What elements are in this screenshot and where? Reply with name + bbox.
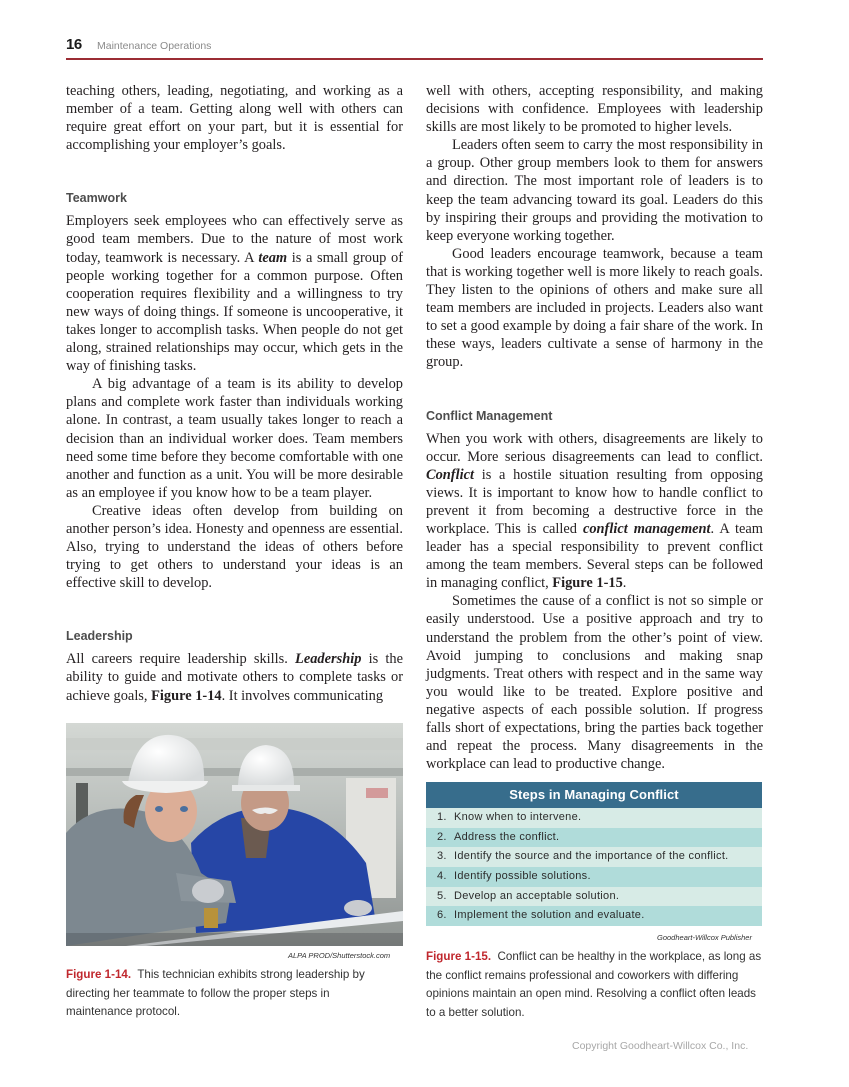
table-row: [426, 847, 762, 867]
figure-1-15-caption: [426, 948, 762, 1022]
technicians-photo-icon: [66, 723, 403, 946]
step-number: 6.: [437, 909, 447, 922]
leadership-heading: Leadership: [66, 629, 133, 644]
figure-label: Figure 1-14.: [66, 968, 132, 981]
teamwork-paragraph-1: [66, 212, 403, 375]
right-column: [426, 82, 763, 773]
page-number: 16: [66, 36, 82, 53]
key-term-team: team: [258, 249, 288, 266]
copyright-footer: Copyright Goodheart-Willcox Co., Inc.: [572, 1040, 749, 1052]
figure-1-15-credit: Goodheart-Willcox Publisher: [657, 933, 752, 942]
text-run: .: [622, 575, 627, 592]
table-row: [426, 887, 762, 907]
teamwork-paragraph-2: A big advantage of a team is its ability to develop plans and complete work faster than individuals working alone. In contrast, a team usually takes longer to reach a decision than an individual worker does. Team members need some time before they become comfortable with one another and function as a unit. You will be more desirable as an employee if you know how to be a team player.: [66, 376, 403, 501]
step-text: Know when to intervene.: [454, 811, 582, 823]
step-number: 1.: [437, 811, 447, 823]
conflict-management-heading: Conflict Management: [426, 408, 553, 423]
table-row: [426, 867, 762, 887]
step-text: Identify the source and the importance of the conflict.: [454, 850, 729, 863]
caption-text: This technician exhibits strong leadership by directing her teammate to follow the proper steps in maintenance protocol.: [66, 968, 365, 1018]
figure-1-14-credit: ALPA PROD/Shutterstock.com: [288, 951, 391, 960]
conflict-paragraph-1: [426, 430, 763, 593]
caption-text: Conflict can be healthy in the workplace, as long as the conflict remains professional and coworkers with differing opinions maintain an open mind. Resolving a conflict often leads to a better solution.: [426, 950, 762, 1019]
key-term-leadership: Leadership: [295, 651, 362, 668]
key-term-conflict: Conflict: [426, 466, 474, 483]
step-number: 4.: [437, 870, 447, 883]
text-run: Employers seek employees who can effectively serve as good team members. Due to the nature of most work today, teamwork is necessary. A: [66, 213, 403, 266]
figure-reference-1-14[interactable]: Figure 1-14: [151, 687, 222, 704]
table-row: [426, 808, 762, 828]
running-head: Maintenance Operations: [97, 40, 212, 52]
teamwork-heading: Teamwork: [66, 191, 127, 206]
good-leaders-paragraph: Good leaders encourage teamwork, because a team that is working together well is more likely to reach goals. They listen to the opinions of others and make sure all team members are included in projects. Leaders also want to set a good example by doing a fair share of the work. In these ways, leaders cultivate a sense of harmony in the group.: [426, 245, 763, 371]
figure-1-14-photo: [66, 723, 403, 946]
table-row: [426, 828, 762, 848]
text-run: is a small group of people working together for a common purpose. Often cooperation requires flexibility and a willingness to try new ways of doing things. If someone is uncooperative, it takes longer to accomplish tasks. When people do not get along, strained relationships may occur, which gets in the way of finishing tasks.: [66, 249, 403, 375]
text-run: is the ability to guide and motivate others to complete tasks or achieve goals,: [66, 651, 404, 704]
text-run: . It involves communicating: [221, 687, 384, 704]
text-run: When you work with others, disagreements are likely to occur. More serious disagreements can lead to conflict.: [426, 430, 763, 465]
text-run: All careers require leadership skills.: [66, 651, 296, 668]
step-text: Address the conflict.: [454, 830, 560, 843]
left-column: [66, 82, 403, 705]
figure-1-14-caption: [66, 966, 396, 1022]
leadership-continuation: well with others, accepting responsibility, and making decisions with confidence. Employees with leadership skills are most likely to be promoted to higher levels.: [426, 83, 763, 136]
table-row: [426, 906, 762, 926]
intro-paragraph: teaching others, leading, negotiating, and working as a member of a team. Getting along well with others can require great effort on your part, but it is essential for accomplishing your employer’s goals.: [66, 83, 403, 154]
steps-in-managing-conflict-table: [426, 782, 762, 926]
teamwork-paragraph-3: Creative ideas often develop from building on another person’s idea. Honesty and openness are essential. Also, trying to understand the ideas of others before trying to get others to understand your ideas is an effective skill to develop.: [66, 502, 403, 592]
figure-reference-1-15[interactable]: Figure 1-15: [552, 575, 623, 592]
step-text: Develop an acceptable solution.: [454, 889, 620, 902]
header-rule: [66, 58, 763, 60]
page-header: [66, 36, 763, 58]
step-text: Identify possible solutions.: [454, 870, 591, 883]
table-title: Steps in Managing Conflict: [426, 782, 762, 808]
step-number: 3.: [437, 850, 447, 863]
step-number: 5.: [437, 889, 447, 902]
conflict-paragraph-2: Sometimes the cause of a conflict is not so simple or easily understood. Use a positive approach and try to understand the problem from the other’s point of view. Avoid jumping to conclusions and making snap judgments. Treat others with respect and in the same way you would like to be treated. Explore positive and negative aspects of each possible solution. If progress falls short of expectations, bring the parties back together and repeat the process. Many disagreements in the workplace can lead to productive change.: [426, 593, 763, 773]
key-term-conflict-management: conflict management: [582, 520, 711, 537]
leaders-paragraph: Leaders often seem to carry the most responsibility in a group. Other group members look to them for answers and direction. The most important role of leaders is to keep the team advancing toward its goal. Leaders do this by inspiring their groups and providing the motivation to keep everyone working together.: [426, 137, 763, 244]
text-run: . A team leader has a special responsibility to prevent conflict among the team members. Several steps can be followed in managing conflict,: [426, 520, 763, 592]
step-number: 2.: [437, 830, 447, 843]
text-run: is a hostile situation resulting from opposing views. It is important to know how to handle conflict to prevent it from becoming a destructive force in the workplace. This is called: [426, 466, 763, 537]
figure-label: Figure 1-15.: [426, 950, 492, 963]
step-text: Implement the solution and evaluate.: [454, 909, 645, 922]
leadership-paragraph-1: [66, 650, 403, 704]
